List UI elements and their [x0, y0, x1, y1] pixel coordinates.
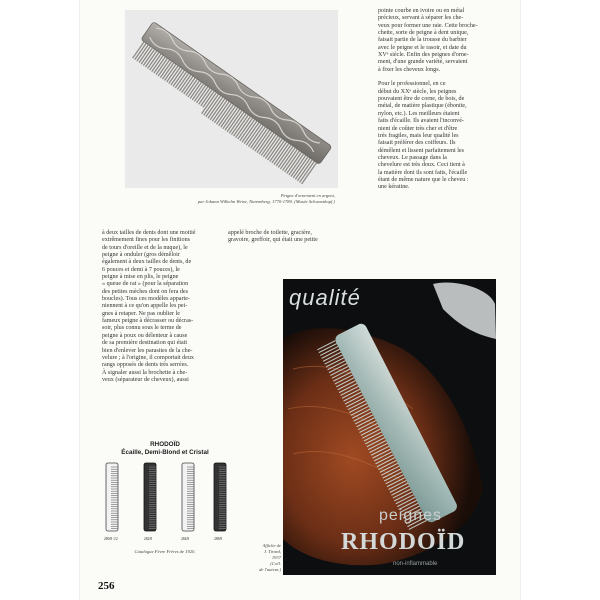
right-column-line: démêlent et lissent parfaitement les — [378, 147, 464, 154]
left-column-line: extrêmement fines pour les finitions — [102, 237, 190, 244]
right-column-line: début du XXᵉ siècle, les peignes — [378, 88, 457, 95]
catalog-subtitle: Écaille, Demi-Blond et Cristal — [121, 448, 209, 456]
right-text-column — [378, 8, 498, 192]
poster-brand: RHODOÏD — [341, 529, 466, 555]
right-column-line: avec le peigne et le rasoir, et date du — [378, 44, 467, 51]
left-column-line: également à deux tailles de dents, de — [102, 259, 192, 266]
right-column-line: cheveux. Le passage dans la — [378, 154, 447, 161]
rhodoid-poster — [283, 279, 496, 575]
right-column-line: faisait préférer des coiffeurs. Ils — [378, 140, 456, 147]
left-column-line: gnes à retaper. Ne pas oublier le — [102, 310, 181, 317]
left-column-line: fameux peigne à décrasser ou décras- — [102, 318, 194, 325]
right-column-line: chevelure est très doux. Ceci tient à — [378, 162, 465, 169]
right-column-line: nient de coûter très cher et d'être — [378, 125, 458, 132]
middle-column-line: gravoire, greffoir, qui était une petite — [228, 237, 318, 244]
poster-tagline: non-inflammable — [393, 561, 438, 567]
right-column-line: ment, d'une grande variété, servaient — [378, 59, 468, 66]
right-column-line: à fixer les cheveux longs. — [378, 66, 441, 73]
right-column-line: XVᵉ siècle. Enfin des peignes d'orne- — [378, 52, 469, 59]
catalog-comb-4 — [214, 463, 226, 531]
catalog-caption: Catalogue Fèvre Frères de 1920. — [134, 549, 196, 554]
left-column-line: bien d'enlever les parasites de la che- — [102, 347, 193, 354]
right-column-line: nylon, etc.). Les meilleurs étaient — [378, 110, 460, 117]
left-column-line: 6 pouces et demi à 7 pouces), le — [102, 266, 180, 273]
left-column-line: de sa première destination qui était — [102, 340, 188, 347]
poster-caption-line: Affiche de — [262, 543, 281, 548]
right-column-line: veux pour former une raie. Cette broche- — [378, 22, 478, 29]
left-column-line: À signaler aussi la brochette à che- — [102, 369, 188, 376]
right-column-line: faisait partie de la trousse du barbier — [378, 37, 467, 44]
poster-top-word: qualité — [289, 285, 361, 310]
right-column-line: Pour le professionnel, en ce — [378, 81, 446, 88]
left-column-line: veux (séparateur de cheveux), aussi — [102, 376, 189, 383]
poster-caption-line: 1937 — [271, 555, 281, 560]
left-column-line: à deux tailles de dents dont une moitié — [102, 230, 196, 236]
right-column-line: chette, sorte de peigne à dent unique, — [378, 30, 469, 37]
poster-bottom-word: peignes — [379, 507, 443, 524]
catalog-code-3: 284/8 — [181, 537, 190, 541]
left-column-line: rangs opposés de dents très serrées. — [102, 362, 189, 369]
right-column-line: une kératine. — [378, 184, 410, 191]
catalog-comb-1 — [106, 463, 118, 531]
right-column-line: étant de même nature que le cheveu : — [378, 176, 469, 183]
right-column-line: précieux, servant à séparer les che- — [378, 15, 464, 22]
left-column-line: de tours d'oreille et de la nuque), le — [102, 244, 188, 251]
catalog-combs — [96, 459, 234, 537]
left-column-line: soir, plus connu sous le terme de — [102, 325, 182, 332]
right-column-line: pointe courbe en ivoire ou en métal — [378, 8, 465, 14]
middle-text-column — [228, 230, 358, 245]
right-column-line: très fragiles, mais leur qualité les — [378, 132, 459, 139]
left-column-line: peigne à onduler (gros démêloir — [102, 252, 180, 259]
photo-caption — [140, 193, 335, 205]
photo-caption-line1: Peigne d'ornement en argent, — [280, 193, 335, 198]
right-column-line: faits d'écaille. Ils avaient l'inconvé- — [378, 118, 464, 125]
photo-caption-line2: par Johann Wilhelm Weise, Nuremberg, 1770-1780. (Musée Schwarzkopf.) — [197, 199, 335, 204]
right-column-line: métal, de matière plastique (ébonite, — [378, 103, 467, 110]
left-column-line: velure ; à l'origine, il comportait deux — [102, 354, 194, 361]
catalog-comb-2 — [144, 463, 156, 531]
ornamental-comb-photo — [125, 10, 338, 188]
left-text-column — [102, 230, 215, 384]
left-column-line: des petites mèches dont on fera des — [102, 288, 188, 295]
catalog-illustration — [96, 441, 234, 563]
right-column-line: pouvaient être de corne, de bois, de — [378, 96, 465, 103]
poster-caption-line: J. Tirard, — [263, 549, 281, 554]
poster-caption-line: (Coll. — [270, 561, 281, 566]
left-column-line: peigne à mise en plis, le peigne — [102, 274, 179, 281]
right-column-line: la matière dont ils sont faits, l'écaille — [378, 169, 468, 176]
catalog-code-1: 280/8 1/2 — [104, 537, 118, 541]
catalog-code-2: 282/8 — [144, 537, 153, 541]
poster-caption-line: de l'auteur.) — [259, 567, 281, 572]
poster-caption — [238, 543, 281, 573]
catalog-comb-3 — [182, 463, 194, 531]
left-column-line: boucles). Tous ces modèles apparte- — [102, 296, 190, 303]
silver-comb-illustration — [125, 10, 338, 188]
left-column-line: niennent à ce qu'on appelle les pei- — [102, 303, 188, 310]
catalog-code-4: 288/8 — [214, 537, 223, 541]
left-column-line: « queue de rat » (pour la séparation — [102, 281, 189, 288]
left-column-line: peigne à poux ou délenteur à cause — [102, 332, 188, 339]
catalog-brand: RHODOÏD — [150, 441, 180, 448]
middle-column-line: appelé broche de toilette, gracière, — [228, 230, 312, 236]
page-number: 256 — [98, 580, 115, 592]
